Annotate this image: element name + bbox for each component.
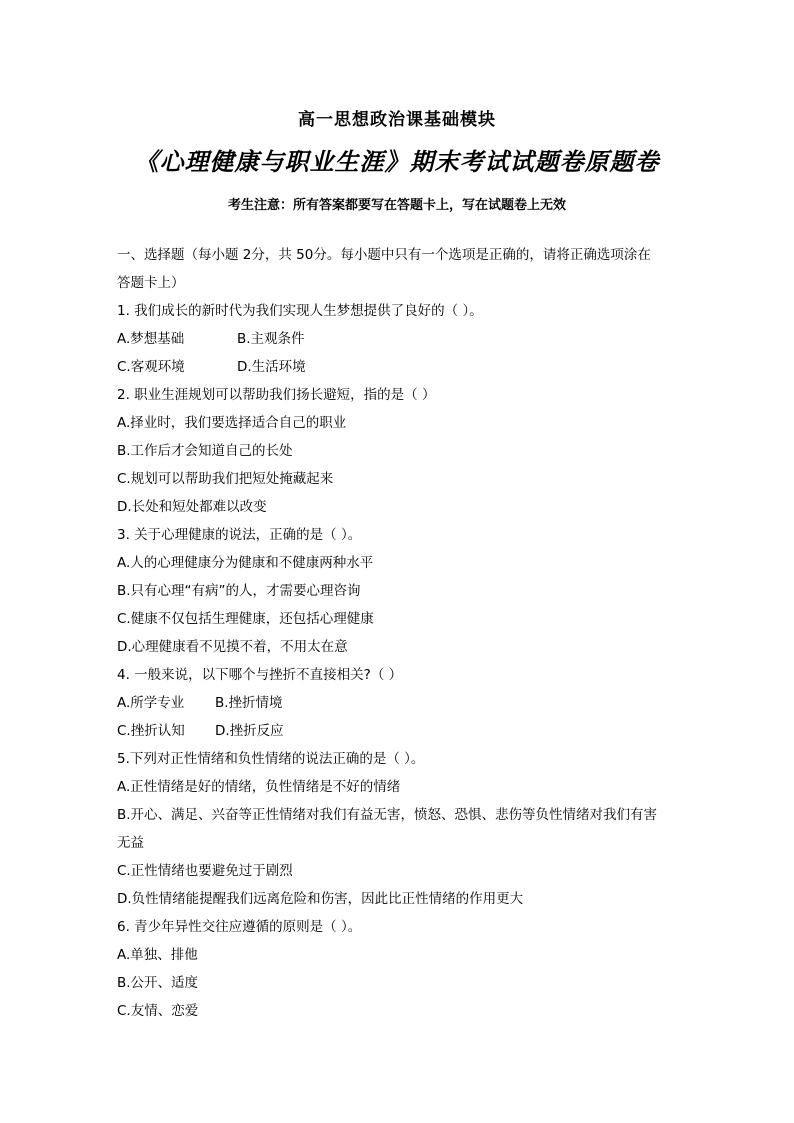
question-2-stem: 2. 职业生涯规划可以帮助我们扬长避短，指的是（ ） [117,387,436,403]
question-3-option-a: A.人的心理健康分为健康和不健康两种水平 [117,555,374,571]
question-1-option-a: A.梦想基础 [117,331,185,347]
question-6-stem: 6. 青少年异性交往应遵循的原则是（ ）。 [117,919,362,935]
question-4-option-c: C.挫折认知 [117,723,185,739]
exam-body [117,241,687,1025]
exam-title: 《心理健康与职业生涯》期末考试试题卷原题卷 [134,147,660,176]
question-3-option-c: C.健康不仅包括生理健康，还包括心理健康 [117,611,374,627]
question-4-option-b: B.挫折情境 [215,695,283,711]
question-4-stem: 4. 一般来说，以下哪个与挫折不直接相关?（ ） [117,667,403,683]
question-1-options-row-2 [117,353,687,381]
question-2-option-a: A.择业时，我们要选择适合自己的职业 [117,415,347,431]
question-2-option-b: B.工作后才会知道自己的长处 [117,443,293,459]
question-5-option-d: D.负性情绪能提醒我们远离危险和伤害，因此比正性情绪的作用更大 [117,891,524,907]
question-1-stem: 1. 我们成长的新时代为我们实现人生梦想提供了良好的（ ）。 [117,303,483,319]
question-3-option-b: B.只有心理“有病”的人，才需要心理咨询 [117,583,361,599]
section-intro-line-1: 一、选择题（每小题 2分，共 50分。每小题中只有一个选项是正确的，请将正确选项涂在 [117,247,651,263]
question-6-option-b: B.公开、适度 [117,975,199,991]
question-6-option-a: A.单独、排他 [117,947,198,963]
question-4-option-d: D.挫折反应 [215,723,284,739]
question-5-stem: 5.下列对正性情绪和负性情绪的说法正确的是（ ）。 [117,751,425,767]
course-title: 高一思想政治课基础模块 [298,110,496,130]
question-1-option-d: D.生活环境 [237,359,306,375]
question-5-option-c: C.正性情绪也要避免过于剧烈 [117,863,293,879]
exam-notice: 考生注意：所有答案都要写在答题卡上，写在试题卷上无效 [227,198,566,213]
section-intro-line-2: 答题卡上） [117,275,185,291]
question-6-option-c: C.友情、恋爱 [117,1003,199,1019]
question-4-options-row-1 [117,689,687,717]
question-1-option-c: C.客观环境 [117,359,185,375]
question-2-option-d: D.长处和短处都难以改变 [117,499,267,515]
question-3-stem: 3. 关于心理健康的说法，正确的是（ ）。 [117,527,362,543]
question-5-option-b-continued: 无益 [117,835,144,851]
question-2-option-c: C.规划可以帮助我们把短处掩藏起来 [117,471,334,487]
question-4-option-a: A.所学专业 [117,695,185,711]
question-3-option-d: D.心理健康看不见摸不着，不用太在意 [117,639,348,655]
question-1-option-b: B.主观条件 [237,331,305,347]
question-1-options-row-1 [117,325,687,353]
question-4-options-row-2 [117,717,687,745]
question-5-option-a: A.正性情绪是好的情绪，负性情绪是不好的情绪 [117,779,401,795]
question-5-option-b: B.开心、满足、兴奋等正性情绪对我们有益无害，愤怒、恐惧、悲伤等负性情绪对我们有害 [117,807,658,823]
